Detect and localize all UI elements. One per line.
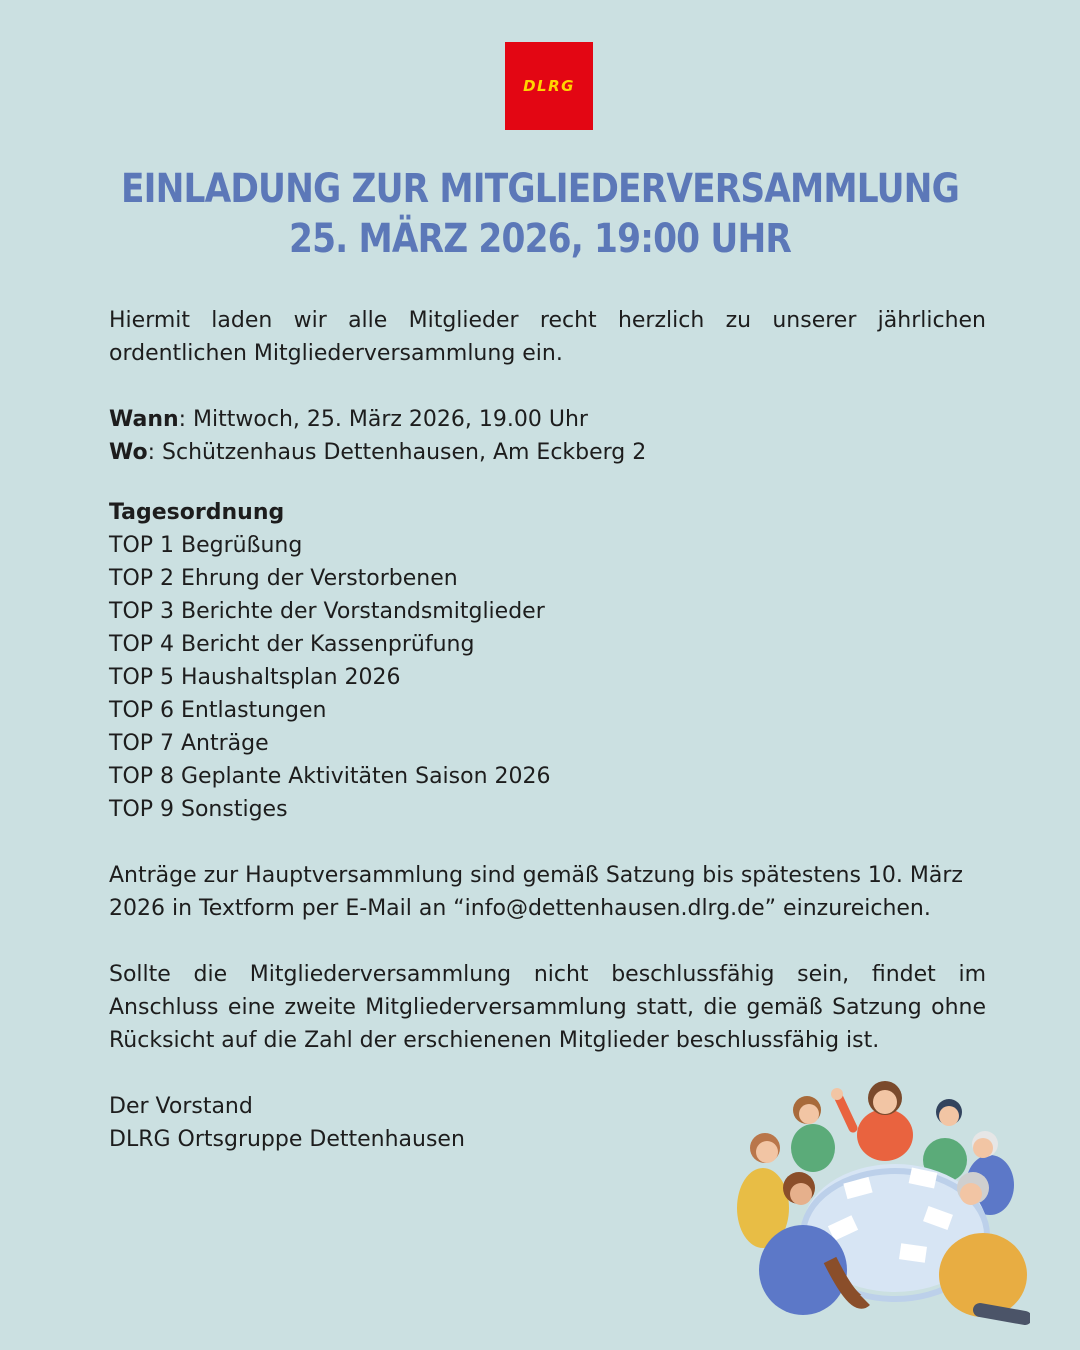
intro-text: Hiermit laden wir alle Mitglieder recht herzlich zu unserer jährlichen ordentlichen Mitgliederversammlung ein. [109,308,986,366]
where-line [109,436,986,469]
agenda-item: TOP 5 Haushaltsplan 2026 [109,665,401,690]
agenda-item: TOP 7 Anträge [109,731,269,756]
quorum-note: Sollte die Mitgliederversammlung nicht beschlussfähig sein, findet im Anschluss eine zweite Mitgliederversammlung statt, die gemäß Satzung ohne Rücksicht auf die Zahl der erschienenen Mitglieder beschlussfähig ist. [109,962,986,1053]
agenda-item: TOP 9 Sonstiges [109,797,288,822]
title-line-1: EINLADUNG ZUR MITGLIEDERVERSAMMLUNG [121,166,959,212]
motions-note: Anträge zur Hauptversammlung sind gemäß Satzung bis spätestens 10. März 2026 in Textform per E-Mail an “info@dettenhausen.dlrg.de” einzureichen. [109,863,963,921]
title-line-2: 25. MÄRZ 2026, 19:00 UHR [288,216,791,262]
agenda-item: TOP 1 Begrüßung [109,533,303,558]
logo-text: DLRG [523,77,575,95]
agenda-item: TOP 4 Bericht der Kassenprüfung [109,632,475,657]
signature-line-1: Der Vorstand [109,1094,253,1119]
agenda-item: TOP 6 Entlastungen [109,698,327,723]
signature-line-2: DLRG Ortsgruppe Dettenhausen [109,1127,465,1152]
when-label: Wann [109,407,179,432]
where-value: : Schützenhaus Dettenhausen, Am Eckberg 2 [147,440,647,465]
invitation-body [109,304,986,1156]
dlrg-logo [505,42,593,130]
agenda-item: TOP 3 Berichte der Vorstandsmitglieder [109,599,545,624]
agenda-list [109,529,986,826]
agenda-heading: Tagesordnung [109,500,285,525]
where-label: Wo [109,440,148,465]
agenda-item: TOP 2 Ehrung der Verstorbenen [109,566,458,591]
agenda-item: TOP 8 Geplante Aktivitäten Saison 2026 [109,764,551,789]
when-value: : Mittwoch, 25. März 2026, 19.00 Uhr [178,407,588,432]
when-line [109,403,986,436]
meeting-table-illustration [735,1070,1030,1325]
page-title [76,164,1005,264]
